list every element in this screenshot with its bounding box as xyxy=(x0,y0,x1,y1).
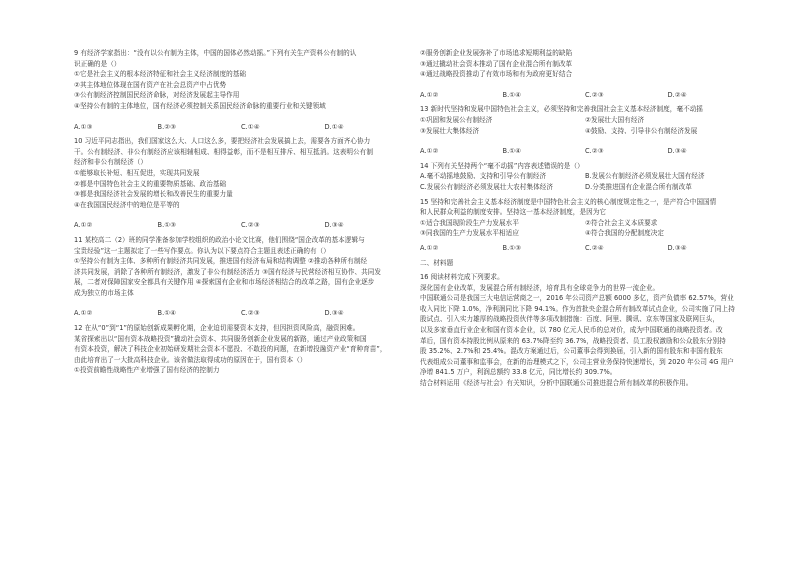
statement-row xyxy=(420,126,750,137)
statement-item: ④通过战略投资推动了有效市场和有为政府更好结合 xyxy=(420,70,573,79)
option-b: B.①④ xyxy=(502,147,522,156)
statement-item: ④在我国国民经济中的地位是平等的 xyxy=(74,200,180,209)
option-b: B.①④ xyxy=(502,90,522,99)
material-paragraph: 中国联通公司是我国三大电信运营商之一，2016 年公司资产总额 6000 多亿，资产负债率 62.57%，营业 xyxy=(420,294,734,303)
option-a: A.①③ xyxy=(74,122,93,131)
statement-item: ④鼓励、支持、引导非公有制经济发展 xyxy=(585,126,698,135)
section-heading: 二、材料题 xyxy=(420,258,454,267)
answer-options-row xyxy=(420,182,750,193)
question-16 xyxy=(420,272,750,389)
answer-options xyxy=(420,90,750,101)
option-c: C.②④ xyxy=(585,243,604,252)
option-d: D.③④ xyxy=(667,147,687,156)
answer-options xyxy=(420,243,750,254)
option-a: A.①② xyxy=(74,221,93,230)
question-stem: 11 某校高二（2）班的同学准备参加学校组织的政治小论文比赛，他们围绕“国企改革的基本逻辑与 xyxy=(74,235,365,244)
statement-row xyxy=(420,218,750,229)
statement-row xyxy=(420,115,750,126)
option-b: B.①③ xyxy=(502,243,522,252)
material-paragraph: 收入同比下降 1.0%，净利润同比下降 94.1%。作为首批央企混合所有制改革试点企业，公司实施了同上持 xyxy=(420,304,735,313)
option-a: A.毫不动摇地鼓励、支持和引导公有制经济 xyxy=(420,172,547,181)
option-a: A.①② xyxy=(420,147,439,156)
option-c: C.②③ xyxy=(585,90,604,99)
statement-item: ②符合社会主义本质要求 xyxy=(585,218,658,227)
option-d: D.③④ xyxy=(324,309,344,318)
option-c: C.②③ xyxy=(241,221,260,230)
material-paragraph: 代表组成公司董事和监事会，在新的治理模式之下，公司主营业务保持快速增长，到 2020 年公司 4G 用户 xyxy=(420,357,735,366)
question-stem: 干。公有制经济、非公有制经济应该相辅相成、相得益彰，而不是相互排斥、相互抵消。这表明公有制 xyxy=(74,147,373,156)
statement-item: ④坚持公有制的主体地位，国有经济必须控制关系国民经济命脉的重要行业和关键领域 xyxy=(74,101,326,110)
statement-item: ①适合我国现阶段生产力发展水平 xyxy=(420,218,519,227)
question-stem: 13 新时代坚持和发展中国特色社会主义，必须坚持和完善我国社会主义基本经济制度，毫不动摇 xyxy=(420,105,704,114)
option-d: D.②④ xyxy=(667,90,687,99)
material-paragraph: 股 35.2%、2.7%和 25.4%。混改方案通过后，公司董事会得到换届，引入新的国有股东和非国有股东 xyxy=(420,347,723,356)
statement-item: ②其主体地位体现在国有资产在社会总资产中占优势 xyxy=(74,80,227,89)
question-stem: 某省探索出以“国有资本战略投资”撬动社会资本、共同服务创新企业发展的新路，通过产业政策和国 xyxy=(74,334,367,343)
question-stem: 15 坚持和完善社会主义基本经济制度是中国特色社会主义的核心制度规定性之一，是产符合中国国情 xyxy=(420,197,717,206)
statement-item: ③发展壮大集体经济 xyxy=(420,126,480,135)
option-a: A.①② xyxy=(74,309,93,318)
material-paragraph: 深化国有企业改革，发展混合所有制经济，培育具有全球竞争力的世界一流企业。 xyxy=(420,283,660,292)
question-stem: 16 阅读材料完成下列要求。 xyxy=(420,273,504,282)
question-10 xyxy=(74,136,408,231)
statement-item: 济共同发展，消除了各种所有制经济，激发了非公有制经济活力 ③国有经济与民营经济相互协作、共同发 xyxy=(74,267,382,276)
option-c: C.发展公有制经济必须发展壮大农村集体经济 xyxy=(420,182,554,191)
option-d: D.①④ xyxy=(324,122,344,131)
statement-item: ①它是社会主义的根本经济特征和社会主义经济制度的基础 xyxy=(74,70,247,79)
statement-row xyxy=(420,228,750,239)
statement-item: ①坚持公有制为主体、多种所有制经济共同发展，推进国有经济布局和结构调整 ②推动各种所有制经 xyxy=(74,257,368,266)
statement-item: 成为独立的市场主体 xyxy=(74,288,134,297)
statement-item: ①能够取长补短、相互促进，实现共同发展 xyxy=(74,168,200,177)
statement-item: ③都是我国经济社会发展的增长和改善民生的重要力量 xyxy=(74,190,233,199)
question-task: 结合材料运用《经济与社会》有关知识，分析中国联通公司推进混合所有制改革的积极作用。 xyxy=(420,379,693,388)
option-b: B.①④ xyxy=(157,309,177,318)
statement-item: ①巩固和发展公有制经济 xyxy=(420,115,493,124)
right-column xyxy=(420,48,750,389)
option-a: A.①② xyxy=(420,243,439,252)
option-d: D.③④ xyxy=(667,243,687,252)
question-9 xyxy=(74,48,408,132)
question-11 xyxy=(74,235,408,319)
answer-options xyxy=(74,220,408,231)
question-13 xyxy=(420,104,750,156)
left-column xyxy=(74,48,408,376)
material-paragraph: 革后，国有资本持股比例从原来的 63.7%降至约 36.7%，战略投资者、员工股权激励和公众股东分别持 xyxy=(420,336,726,345)
question-stem: 经济和非公有制经济（） xyxy=(74,158,148,167)
question-stem: 10 习近平同志指出，我们国家这么大、人口这么多，要把经济社会发展搞上去，需要各方面齐心协力 xyxy=(74,137,371,146)
question-stem: 和人民群众利益的制度安排。坚持这一基本经济制度，是因为它 xyxy=(420,208,607,217)
statement-item: ③通过撬动社会资本推动了国有企业混合所有制改革 xyxy=(420,59,573,68)
question-stem: 有资本投资，解决了科技企业初始研发期社会资本不愿投、不敢投的问题，在新增投融资产业“育种育苗”， xyxy=(74,345,387,354)
statement-item: ①投资前瞻性战略性产业增强了国有经济的控制力 xyxy=(74,366,220,375)
statement-item: ②都是中国特色社会主义的重要物质基础、政治基础 xyxy=(74,179,227,188)
question-stem: 9 有经济学家指出：“没有以公有制为主体，中国的国体必然动摇。”下列有关生产资料公有制的认 xyxy=(74,49,357,57)
question-12 xyxy=(74,323,408,376)
question-stem: 识正确的是（） xyxy=(74,59,121,68)
answer-options xyxy=(420,146,750,157)
option-d: D.分类推进国有企业混合所有制改革 xyxy=(585,182,692,191)
statement-item: ②服务创新企业发展弥补了市场追求短期利益的缺陷 xyxy=(420,49,573,57)
answer-options-row xyxy=(420,171,750,182)
question-stem: 12 在从“0”到“1”的原始创新成果孵化期，企业迫切需要资本支持，但因担资风险高，融资困难。 xyxy=(74,324,360,333)
question-15 xyxy=(420,197,750,254)
option-d: D.③④ xyxy=(324,221,344,230)
statement-item: ②发展壮大国有经济 xyxy=(585,115,645,124)
option-c: C.②③ xyxy=(241,309,260,318)
option-b: B.②③ xyxy=(157,122,177,131)
material-paragraph: 净增 841.5 万户，利润总额约 33.8 亿元，同比增长约 309.7%。 xyxy=(420,368,617,377)
material-paragraph: 以及多家垂直行业企业和国有资本企业，以 780 亿元人民币的总对价，成为中国联通的战略投资者。改 xyxy=(420,326,723,335)
statement-item: ④符合我国的分配制度决定 xyxy=(585,229,665,238)
option-c: C.②③ xyxy=(585,147,604,156)
question-14 xyxy=(420,161,750,193)
option-a: A.①② xyxy=(420,90,439,99)
statement-item: 展，二者对保障国家安全都具有关键作用 ④探索国有企业和市场经济相结合的改革之路，国有企业逐步 xyxy=(74,278,375,287)
question-stem: 由此培育出了一大批高科技企业。该省做法取得成功的原因在于，国有资本（） xyxy=(74,355,307,364)
statement-item: ③公有制经济控制国民经济命脉，对经济发展起主导作用 xyxy=(74,91,240,100)
material-paragraph: 股试点、引入实力雄厚的战略投资伙伴等多项改制措施：百度、阿里、腾讯、京东等国家及联网巨头， xyxy=(420,315,719,324)
option-b: B.①③ xyxy=(157,221,177,230)
statement-item: ③同我国的生产力发展水平相适应 xyxy=(420,229,519,238)
answer-options xyxy=(74,308,408,319)
question-stem: 14 下列有关坚持两个“毫不动摇”内容表述错误的是（） xyxy=(420,161,584,170)
answer-options xyxy=(74,122,408,133)
option-c: C.①④ xyxy=(241,122,260,131)
question-12-continued xyxy=(420,48,750,100)
option-b: B.发展公有制经济必须发展壮大国有经济 xyxy=(585,172,705,181)
question-stem: 宝贵经验”这一主题拟定了一些写作要点。你认为以下要点符合主题且表述正确的有（） xyxy=(74,246,330,255)
